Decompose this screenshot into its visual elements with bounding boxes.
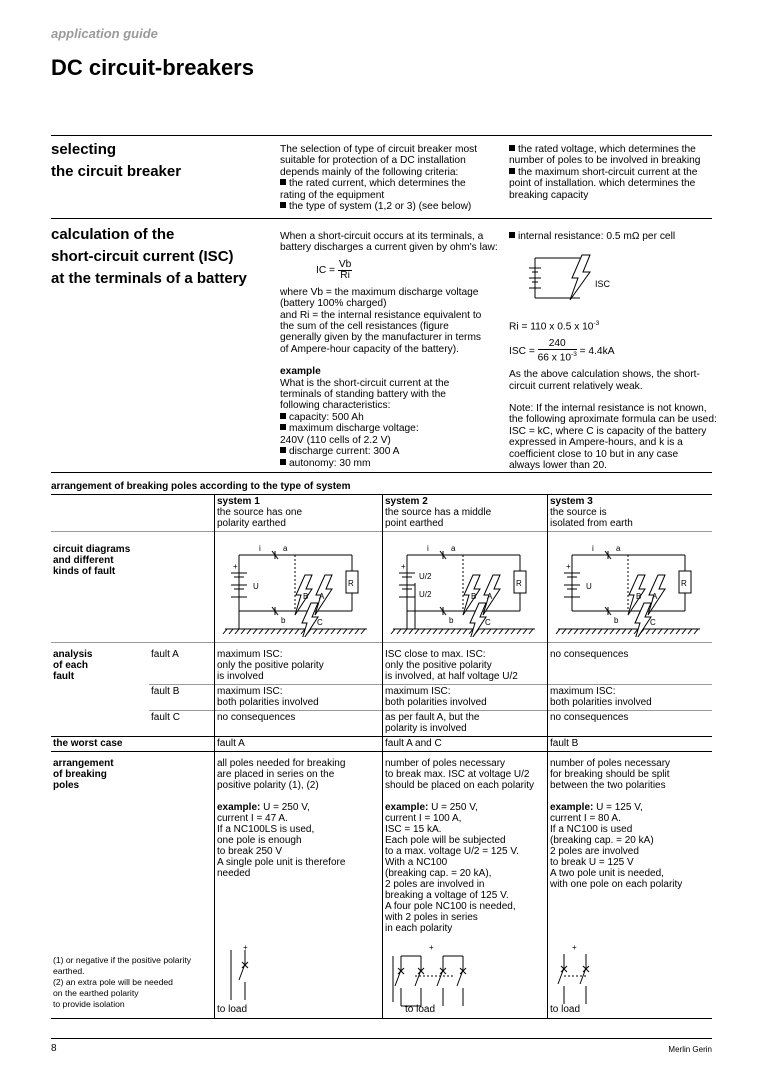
svg-text:+: + (428, 943, 434, 952)
calc-col1: When a short-circuit occurs at its terminals, a battery discharges a current given by ohm's law: IC = $\frac{Vb}{Ri}$ where Vb = the maximum discharge voltage (battery 100% charged) and Ri = the internal resistance equivalent to the sum of the cell resistances (figure generally given by the manufacturer in terms of Ampere-hour capacity of the battery). example What is the short-circuit current at the terminals of standing battery with the following characteristics: capacity: 500 Ah maximum discharge voltage: 240V (110 cells of 2.2 V) discharge current: 300 A autonomy: 30 mm (280, 231, 500, 469)
footer-divider (51, 1038, 712, 1039)
poles-system3: number of poles necessary for breaking should be split between the two polarities example: U = 125 V, current I = 80 A. If a NC100 is used (breaking cap. = 20 kA) 2 poles are involved to break U = 125 V A two pole unit is needed, with one pole on each polarity + to load (547, 752, 712, 1019)
svg-text:+: + (565, 562, 571, 571)
svg-text:A: A (486, 592, 493, 601)
system2-diagram (382, 532, 547, 643)
fault-c-row: fault C no consequences as per fault A, but the polarity is involved no consequences (51, 711, 712, 737)
svg-text:C: C (316, 618, 323, 627)
svg-text:i: i (426, 544, 429, 553)
circuit-diagram (385, 533, 545, 637)
selecting-col2: the rated voltage, which determines the number of poles to be involved in breaking the maximum short-circuit current at the point of installation. which determines the breaking capacity (509, 144, 701, 201)
svg-text:b: b (613, 616, 619, 625)
fault-b-row: fault B maximum ISC: both polarities involved maximum ISC: both polarities involved maximum ISC: both polarities involved (51, 685, 712, 711)
svg-text:R: R (347, 579, 354, 588)
svg-text:to load: to load (404, 1004, 436, 1014)
diagram-row: circuit diagrams and different kinds of fault i a b + U R A B C i a b + U/2 U/2 R A B C i a b + U R A B C (51, 532, 712, 643)
systems-row: system 1 the source has one polarity earthed system 2 the source has a middle point earthed system 3 the source is isolated from earth (51, 495, 712, 532)
svg-text:a: a (615, 544, 621, 553)
svg-text:+: + (232, 562, 238, 571)
svg-text:U/2: U/2 (418, 590, 432, 599)
circuit-diagram (550, 533, 710, 637)
battery-short-diagram (520, 250, 630, 306)
svg-text:a: a (450, 544, 456, 553)
fault-bolt-icon (570, 255, 590, 300)
poles-diagram (385, 942, 543, 1014)
svg-text:to load: to load (549, 1004, 581, 1014)
guide-label: application guide (51, 26, 158, 41)
svg-text:ISC: ISC (595, 279, 611, 289)
svg-text:B: B (635, 592, 642, 601)
calc-col2-results: Ri = 110 x 0.5 x $10^{-3}$ ISC = $\frac{240}{66 x 10^{-3}}$ = 4.4kA As the above calculation shows, the short- circuit current relatively weak. Note: If the internal resistance is not known, the following aproximate formula can be used: ISC = kC, where C is capacity of the battery expressed in Ampere-hours, and k is a coefficient close to 10 but in any case always lower than 20. (509, 320, 717, 472)
svg-text:B: B (302, 592, 309, 601)
footnotes: (1) or negative if the positive polarity earthed. (2) an extra pole will be needed on the earthed polarity to provide isolation (53, 955, 192, 1009)
arrangement-title: arrangement of breaking poles according to the type of system (51, 481, 351, 492)
calc-col2: internal resistance: 0.5 mΩ per cell (509, 231, 719, 242)
poles-system1: all poles needed for breaking are placed in series on the positive polarity (1), (2) example: U = 250 V, current I = 47 A. If a NC100LS is used, one pole is enough to break 250 V A single pole unit is therefore needed + to load (214, 752, 382, 1019)
fault-a-row: analysis of each fault fault A maximum ISC: only the positive polarity is involved ISC close to max. ISC: only the positive polarity is involved, at half voltage U/2 no consequences (51, 643, 712, 685)
selecting-col1: The selection of type of circuit breaker most suitable for protection of a DC installation depends mainly of the following criteria: the rated current, which determines the rating of the equipment the type of system (1,2 or 3) (see below) (280, 144, 478, 213)
poles-row: arrangement of breaking poles (1) or negative if the positive polarity earthed. (2) an extra pole will be needed on the earthed polarity to provide isolation all poles needed for breaking are placed in series on the positive polarity (1), (2) example: U = 250 V, current I = 47 A. If a NC100LS is used, one pole is enough to break 250 V A single pole unit is therefore needed + to load number of poles necessary to break max. ISC at voltage U/2 should be placed on each polarity example: U = 250 V, current I = 100 A, ISC = 15 kA. Each pole will be subjected to a max. voltage U/2 = 125 V. With a NC100 (breaking cap. = 20 kA), 2 poles are involved in breaking a voltage of 125 V. A four pole NC100 is needed, with 2 poles in series in each polarity + to load number of poles necessary for breaking should be split between the two polarities example: U = 125 V, current I = 80 A. If a NC100 is used (breaking cap. = 20 kA) 2 poles are involved to break U = 125 V A two pole unit is needed, with one pole on each polarity + to load (51, 752, 712, 1019)
svg-text:R: R (680, 579, 687, 588)
svg-text:+: + (242, 943, 248, 952)
arrangement-table (51, 494, 712, 1019)
svg-text:C: C (484, 618, 491, 627)
brand-name: Merlin Gerin (668, 1045, 712, 1054)
system3-diagram (547, 532, 712, 643)
page-number: 8 (51, 1043, 57, 1054)
svg-text:i: i (258, 544, 261, 553)
divider (51, 472, 712, 473)
divider (51, 135, 712, 136)
svg-text:a: a (282, 544, 288, 553)
svg-text:b: b (448, 616, 454, 625)
circuit-diagram (217, 533, 380, 637)
svg-text:C: C (649, 618, 656, 627)
svg-text:A: A (651, 592, 658, 601)
poles-diagram (550, 942, 708, 1014)
system1-diagram (214, 532, 382, 643)
svg-text:U: U (585, 582, 592, 591)
svg-text:+: + (400, 562, 406, 571)
svg-text:B: B (470, 592, 477, 601)
svg-text:R: R (515, 579, 522, 588)
svg-text:U: U (252, 582, 259, 591)
selecting-title: selecting the circuit breaker (51, 141, 182, 180)
svg-text:i: i (591, 544, 594, 553)
svg-text:A: A (318, 592, 325, 601)
page-title: DC circuit-breakers (51, 55, 254, 80)
poles-diagram (217, 942, 377, 1014)
svg-text:to load: to load (216, 1004, 248, 1014)
svg-text:b: b (280, 616, 286, 625)
ic-formula: IC = $\frac{Vb}{Ri}$ (316, 258, 352, 281)
poles-system2: number of poles necessary to break max. ISC at voltage U/2 should be placed on each polarity example: U = 250 V, current I = 100 A, ISC = 15 kA. Each pole will be subjected to a max. voltage U/2 = 125 V. With a NC100 (breaking cap. = 20 kA), 2 poles are involved in breaking a voltage of 125 V. A four pole NC100 is needed, with 2 poles in series in each polarity + to load (382, 752, 547, 1019)
calc-title: calculation of the short-circuit current (ISC) at the terminals of a battery (51, 226, 247, 287)
svg-text:U/2: U/2 (418, 572, 432, 581)
divider (51, 218, 712, 219)
worst-case-row: the worst case fault A fault A and C fault B (51, 737, 712, 752)
svg-text:+: + (571, 943, 577, 952)
